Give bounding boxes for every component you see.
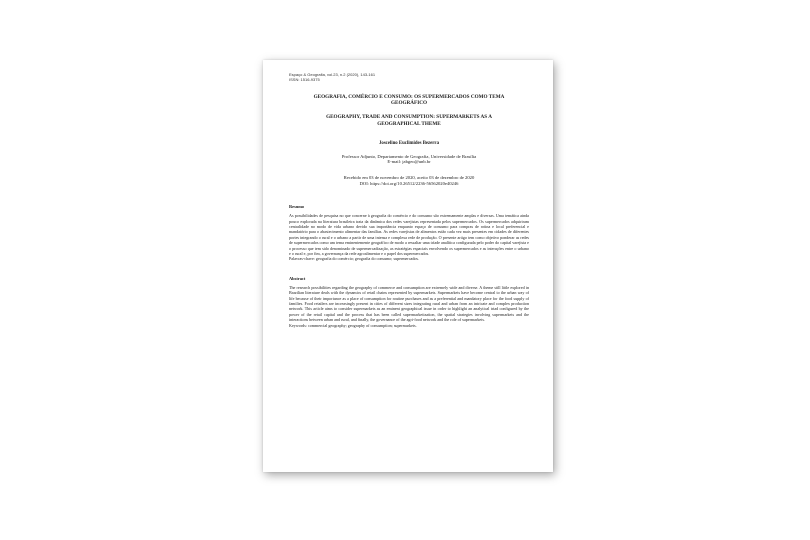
resumo-text: As possibilidades de pesquisa no que concerne à geografia do comércio e do consumo são extremamente amplas e diversas. Uma temática ainda pouco explorada na literatura brasileira trata da dinâmica dos redes varejistas representada pelos supermercados. Os supermercados adquiriram centralidade no modo de vida urbano devido sua importância enquanto espaço de consumo para compras de rotina e local preferencial e mandatório para o abastecimento alimentar das famílias. As redes varejistas de alimentos estão cada vez mais presentes em cidades de diferentes portes integrando o rural e o urbano a partir de uma intensa e complexa rede de produção. O presente artigo tem como objetivo ponderar as redes de supermercados como um tema eminentemente geográfico de modo a ressaltar uma tríade analítica configurada pelo poder do capital varejista e o processo que tem sido denominado de supermercadização, as estratégias espaciais envolvendo os supermercados e as interações entre o urbano e o rural e, por fim, a governança da rede agroalimentar e o papel dos supermercados. bbox=[289, 213, 529, 257]
title-portuguese: GEOGRAFIA, COMÉRCIO E CONSUMO: OS SUPERMERCADOS COMO TEMA GEOGRÁFICO bbox=[313, 94, 505, 107]
author-name: Joscelino Euclimides Bezerra bbox=[379, 140, 439, 146]
journal-info bbox=[289, 72, 529, 82]
affiliation-line: Professor Adjunto, Departamento de Geografia, Universidade de Brasília bbox=[341, 153, 477, 159]
title-english: GEOGRAPHY, TRADE AND CONSUMPTION: SUPERMARKETS AS A GEOGRAPHICAL THEME bbox=[326, 114, 492, 127]
journal-citation: Espaço & Geografia, vol.23, n.2 (2020), 143-161 bbox=[289, 72, 376, 77]
author-affiliation bbox=[289, 154, 529, 165]
abstract-keywords: Keywords: commercial geography; geography of consumption; supermarkets. bbox=[289, 322, 417, 328]
abstract-text: The research possibilities regarding the geography of commerce and consumption are extremely wide and diverse. A theme still little explored in Brazilian literature deals with the dynamics of retail chains represented by supermarkets. Supermarkets have become central to the urban way of life because of their importance as a place of consumption for routine purchases and as a preferential and mandatory place for the food supply of families. Food retailers are increasingly present in cities of different sizes integrating rural and urban from an intricate and complex production network. This article aims to consider supermarkets as an eminent geographical issue in order to highlight an analytical triad configured by the power of the retail capital and the process that has been called supermarketization, the spatial strategies involving supermarkets and the interactions between urban and rural, and finally, the governance of the agri-food network and the role of supermarkets. bbox=[289, 284, 529, 323]
author-email: E-mail: jabgeo@unb.br bbox=[387, 159, 431, 165]
resumo-keywords: Palavras-chave: geografia do comércio; geografia do consumo; supermercados. bbox=[289, 256, 420, 262]
received-info bbox=[289, 175, 529, 186]
document-page bbox=[263, 60, 553, 472]
abstract-heading: Abstract bbox=[289, 275, 306, 281]
resumo-heading: Resumo bbox=[289, 204, 305, 210]
journal-issn: ISSN: 1516-9375 bbox=[289, 77, 320, 82]
doi-link[interactable]: DOI: https://doi.org/10.26512/2236-56562020e40246 bbox=[359, 180, 459, 186]
received-dates: Recebido em 03 de novembro de 2020, aceito 03 de dezembro de 2020 bbox=[343, 175, 475, 180]
